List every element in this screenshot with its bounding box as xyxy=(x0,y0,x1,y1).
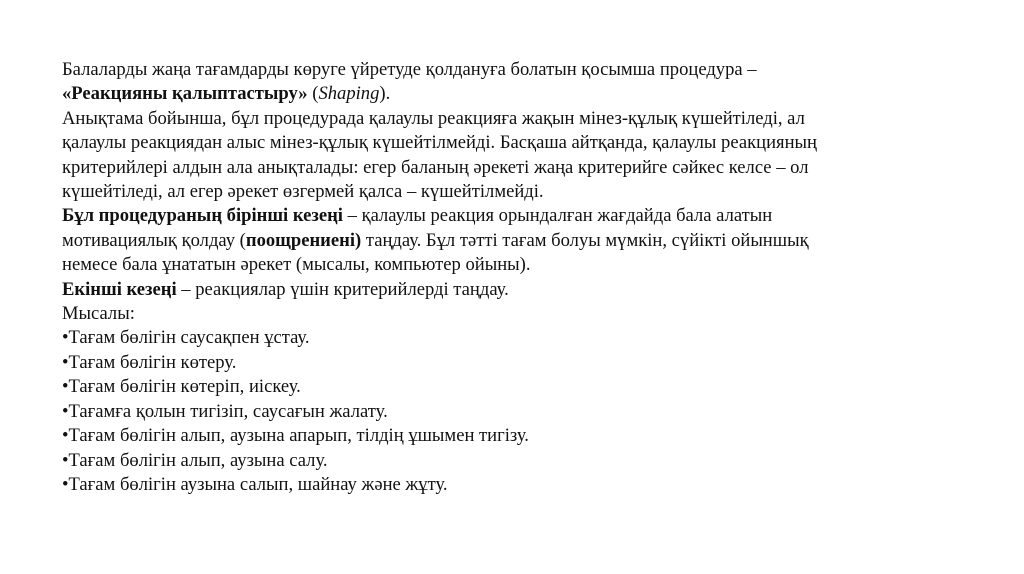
shaping-english-term: Shaping xyxy=(318,83,380,105)
slide-text-block xyxy=(62,58,982,497)
stage2-line xyxy=(62,278,982,302)
shaping-term: «Реакцияны қалыптастыру» xyxy=(62,83,308,105)
list-item: •Тағам бөлігін көтеру. xyxy=(62,351,237,373)
list-item: •Тағам бөлігін алып, аузына апарып, тілдің ұшымен тигізу. xyxy=(62,425,529,447)
definition-line-2: қалаулы реакциядан алыс мінез-құлық күшейтілмейді. Басқаша айтқанда, қалаулы реакцияның xyxy=(62,132,817,154)
stage1-title: Бұл процедураның бірінші кезеңі xyxy=(62,205,343,227)
list-item: •Тағамға қолын тигізіп, саусағын жалату. xyxy=(62,400,388,422)
stage1-line-2 xyxy=(62,229,982,253)
definition-line-1: Анықтама бойынша, бұл процедурада қалаулы реакцияға жақын мінез-құлық күшейтіледі, ал xyxy=(62,107,805,129)
list-item: •Тағам бөлігін саусақпен ұстау. xyxy=(62,327,310,349)
stage1-line-2-rest: таңдау. Бұл тәтті тағам болуы мүмкін, сүйікті ойыншық xyxy=(361,229,809,251)
stage1-line-1 xyxy=(62,204,982,228)
examples-label: Мысалы: xyxy=(62,303,135,325)
stage1-line-1-rest: – қалаулы реакция орындалған жағдайда бала алатын xyxy=(342,205,773,227)
stage2-title: Екінші кезеңі xyxy=(62,278,177,300)
list-item: •Тағам бөлігін көтеріп, иіскеу. xyxy=(62,376,301,398)
shaping-close-paren: ). xyxy=(379,83,391,105)
stage1-reward-term: поощрениені) xyxy=(245,229,362,251)
definition-line-4: күшейтіледі, ал егер әрекет өзгермей қалса – күшейтілмейді. xyxy=(62,181,544,203)
list-item: •Тағам бөлігін алып, аузына салу. xyxy=(62,449,328,471)
list-item: •Тағам бөлігін аузына салып, шайнау және жұту. xyxy=(62,473,448,495)
intro-line-1: Балаларды жаңа тағамдарды көруге үйретуде қолдануға болатын қосымша процедура – xyxy=(62,59,757,80)
stage1-line-2-start: мотивациялық қолдау ( xyxy=(62,229,246,251)
stage2-rest: – реакциялар үшін критерийлерді таңдау. xyxy=(176,278,509,300)
definition-line-3: критерийлері алдын ала анықталады: егер баланың әрекеті жаңа критерийге сәйкес келсе – ол xyxy=(62,156,809,178)
intro-line-2 xyxy=(62,82,982,106)
shaping-open-paren: ( xyxy=(307,83,319,105)
stage1-line-3: немесе бала ұнататын әрекет (мысалы, компьютер ойыны). xyxy=(62,254,531,276)
